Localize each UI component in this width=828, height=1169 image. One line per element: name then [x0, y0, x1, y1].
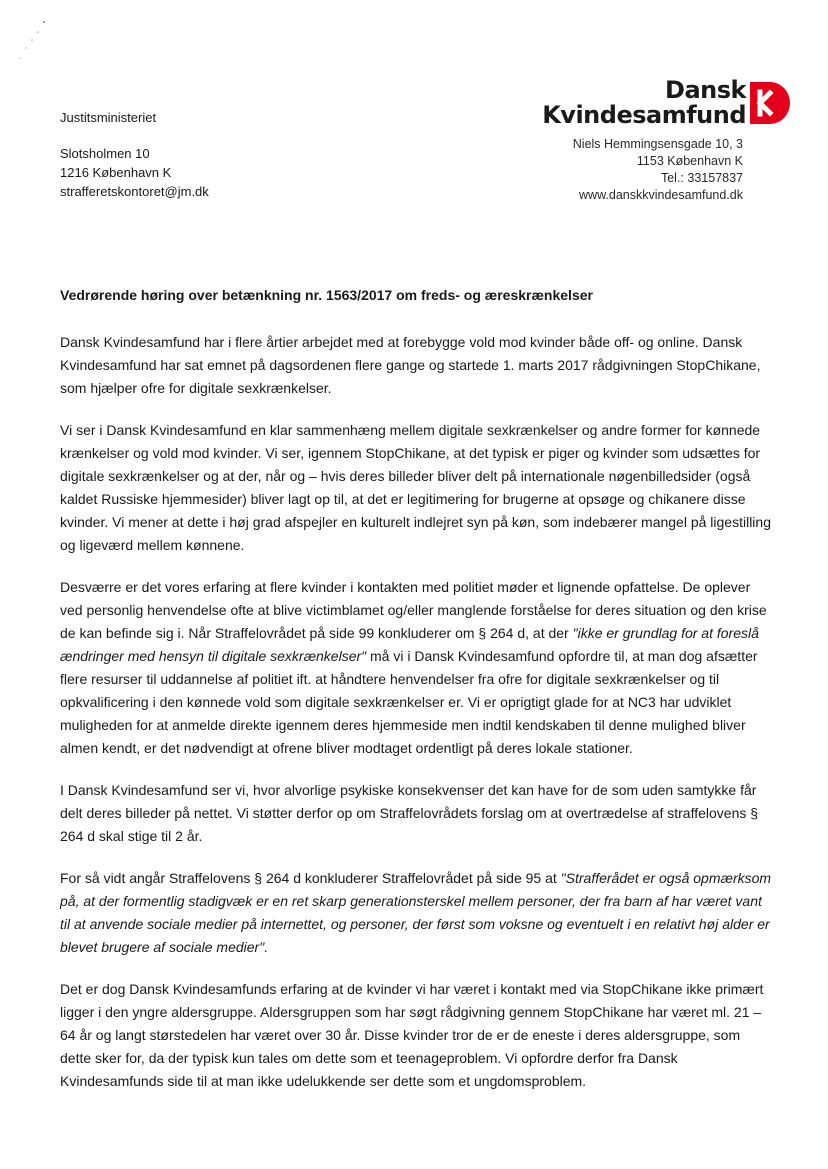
- sender-phone: Tel.: 33157837: [660, 171, 743, 185]
- logo-line-2: Kvindesamfund: [542, 101, 746, 129]
- paragraph-3: [60, 576, 772, 760]
- sender-address: [573, 136, 743, 204]
- letter-subject: Vedrørende høring over betænkning nr. 1563/2017 om freds- og æreskrænkelser: [60, 287, 593, 303]
- organization-logo: [542, 76, 792, 132]
- paragraph-1: Dansk Kvindesamfund har i flere årtier arbejdet med at forebygge vold mod kvinder både off- og online. Dansk Kvindesamfund har sat emnet på dagsordenen flere gange og startede 1. marts 2017 rådgivningen StopChikane, som hjælper ofre for digitale sexkrænkelser.: [60, 334, 761, 396]
- paragraph-5-quote: "Strafferådet er også opmærksom på, at der formentlig stadigvæk er en ret skarp generationsterskel mellem personer, der fra barn af har været vant til at anvende sociale medier på internettet, og personer, der først som voksne og eventuelt i en relativt høj alder er blevet brugere af sociale medier".: [60, 870, 772, 955]
- recipient-name: Justitsministeriet: [60, 110, 157, 125]
- sender-website: www.danskkvindesamfund.dk: [579, 188, 743, 202]
- paragraph-6: Det er dog Dansk Kvindesamfunds erfaring at de kvinder vi har været i kontakt med via StopChikane ikke primært ligger i den yngre aldersgruppe. Aldersgruppen som har søgt rådgivning gennem StopChikane har været ml. 21 – 64 år og langt størstedelen har været over 30 år. Disse kvinder tror de er de eneste i deres aldersgruppe, som dette sker for, da der typisk kun tales om dette som et teenageproblem. Vi opfordre derfor fra Dansk Kvindesamfunds side til at man ikke udelukkende ser dette som et ungdomsproblem.: [60, 981, 764, 1089]
- paragraph-2: Vi ser i Dansk Kvindesamfund en klar sammenhæng mellem digitale sexkrænkelser og andre former for kønnede krænkelser og vold mod kvinder. Vi ser, igennem StopChikane, at det typisk er piger og kvinder som udsættes for digitale sexkrænkelser og at der, når og – hvis deres billeder bliver delt på internationale nøgenbilledsider (også kaldet Russiske hjemmesider) bliver lagt op til, at det er legitimering for brugerne at opsøge og chikanere disse kvinder. Vi mener at dette i høj grad afspejler en kulturelt indlejret syn på køn, som indebærer mangel på ligestilling og ligeværd mellem kønnene.: [60, 422, 771, 553]
- logo-wordmark: [542, 78, 746, 128]
- paragraph-5-text: For så vidt angår Straffelovens § 264 d konkluderer Straffelovrådet på side 95 at: [60, 870, 561, 886]
- paragraph-4: I Dansk Kvindesamfund ser vi, hvor alvorlige psykiske konsekvenser det kan have for de som uden samtykke får delt deres billeder på nettet. Vi støtter derfor op om Straffelovrådets forslag om at overtrædelse af straffelovens § 264 d skal stige til 2 år.: [60, 782, 759, 844]
- paragraph-3-quote: "ikke er grundlag for at foreslå ændringer med hensyn til digitale sexkrænkelser": [60, 625, 759, 664]
- paragraph-3-text-b: må vi i Dansk Kvindesamfund opfordre til, at man dog afsætter flere resurser til uddannelse af politiet ift. at håndtere henvendelser fra ofre for digitale sexkrænkelser og til opkvalificering i den kønnede vold som digitale sexkrænkelser er. Vi er oprigtigt glade for at NC3 har udviklet muligheden for at anmelde direkte igennem deres hjemmeside men indtil kendskaben til denne mulighed bliver almen kendt, er det nødvendigt at ofrene bliver modtaget ordentligt på deres lokale stationer.: [60, 648, 758, 756]
- recipient-street: Slotsholmen 10: [60, 146, 150, 161]
- paragraph-5: [60, 867, 772, 959]
- recipient-address: [60, 108, 209, 201]
- paragraph-3-text-a: Desværre er det vores erfaring at flere kvinder i kontakten med politiet møder et lignende opfattelse. De oplever ved personlig henvendelse ofte at blive victimblamet og/eller manglende forståelse for deres situation og den krise de kan befinde sig i. Når Straffelovrådet på side 99 konkluderer om § 264 d, at der: [60, 579, 767, 641]
- logo-line-1: Dansk: [665, 76, 746, 104]
- recipient-city: 1216 København K: [60, 165, 172, 180]
- sender-street: Niels Hemmingsensgade 10, 3: [572, 137, 743, 151]
- dansk-kvindesamfund-logo-mark-icon: [748, 80, 792, 126]
- recipient-email: strafferetskontoret@jm.dk: [60, 184, 209, 199]
- scan-artifact-marks: [14, 18, 54, 68]
- sender-city: 1153 København K: [636, 154, 743, 168]
- letter-body: [60, 284, 772, 1112]
